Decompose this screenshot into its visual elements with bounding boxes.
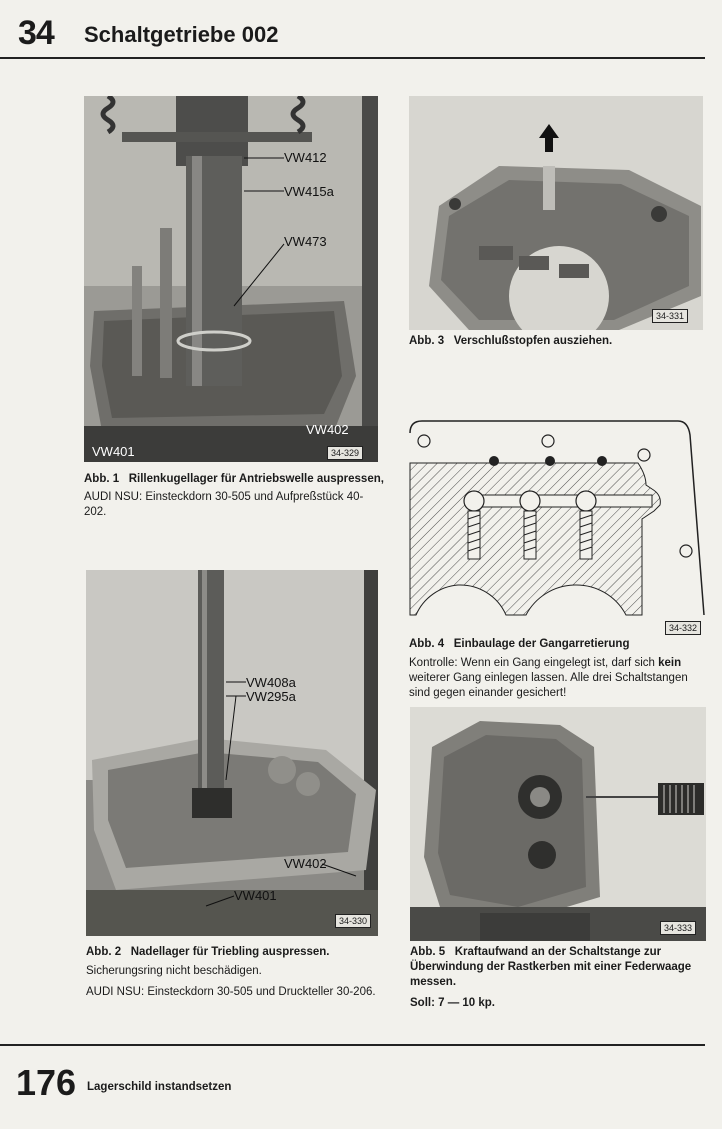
chapter-number: 34 <box>18 14 54 52</box>
page-number: 176 <box>16 1062 77 1103</box>
figure-1-text: AUDI NSU: Einsteckdorn 30-505 und Aufpreßstück 40-202. <box>84 491 364 518</box>
figure-2-photo <box>86 570 378 936</box>
footer-rule <box>0 1044 705 1046</box>
label-vw408a: VW408a <box>246 675 296 690</box>
figure-3-ref: 34-331 <box>652 309 688 323</box>
header-rule <box>0 57 705 59</box>
page-title: Schaltgetriebe 002 <box>84 22 279 47</box>
label-vw401: VW401 <box>234 888 277 903</box>
figure-3-caption-label: Abb. 3 <box>409 335 445 347</box>
figure-4-caption-title: Einbaulage der Gangarretierung <box>453 638 630 650</box>
figure-1-photo <box>84 96 378 462</box>
footer-title: Lagerschild instandsetzen <box>87 1081 232 1093</box>
figure-2-caption-title: Nadellager für Triebling auspressen. <box>130 946 330 958</box>
label-vw402: VW402 <box>306 422 349 437</box>
figure-1-caption-title: Rillenkugellager für Antriebswelle auspressen, <box>128 473 384 485</box>
figure-1-caption-label: Abb. 1 <box>84 473 120 485</box>
figure-3-caption-title: Verschlußstopfen ausziehen. <box>453 335 613 347</box>
figure-4-text-after: weiterer Gang einlegen lassen. Alle drei Schaltstangen sind gegen einander gesichert! <box>409 672 688 699</box>
figure-2-caption <box>86 945 386 960</box>
label-vw473: VW473 <box>284 234 327 249</box>
figure-5-photo <box>410 707 706 941</box>
label-vw415a: VW415a <box>284 184 334 199</box>
figure-4-text <box>409 656 705 701</box>
figure-2-text-2: AUDI NSU: Einsteckdorn 30-505 und Druckteller 30-206. <box>86 986 376 998</box>
label-vw295a: VW295a <box>246 689 296 704</box>
figure-2-caption-label: Abb. 2 <box>86 946 122 958</box>
figure-2-text-1: Sicherungsring nicht beschädigen. <box>86 965 262 977</box>
label-vw402: VW402 <box>284 856 327 871</box>
figure-5-ref: 34-333 <box>660 921 696 935</box>
figure-5-caption-title: Kraftaufwand an der Schaltstange zur Überwindung der Rastkerben mit einer Federwaage messen. <box>410 946 692 988</box>
figure-1-ref: 34-329 <box>327 446 363 460</box>
figure-2-ref: 34-330 <box>335 914 371 928</box>
figure-5-caption <box>410 945 706 990</box>
label-vw401: VW401 <box>92 444 135 459</box>
figure-3-caption <box>409 334 709 349</box>
label-vw412: VW412 <box>284 150 327 165</box>
figure-4-text-before: Kontrolle: Wenn ein Gang eingelegt ist, darf sich <box>409 657 655 669</box>
figure-4-ref: 34-332 <box>665 621 701 635</box>
figure-3-photo <box>409 96 703 330</box>
figure-5-soll: Soll: 7 — 10 kp. <box>410 997 495 1009</box>
figure-5-caption-label: Abb. 5 <box>410 946 446 958</box>
figure-4-caption <box>409 637 709 652</box>
figure-4-caption-label: Abb. 4 <box>409 638 445 650</box>
figure-4-text-bold: kein <box>658 657 682 669</box>
figure-4-drawing <box>406 415 706 620</box>
figure-1-caption <box>84 472 384 487</box>
